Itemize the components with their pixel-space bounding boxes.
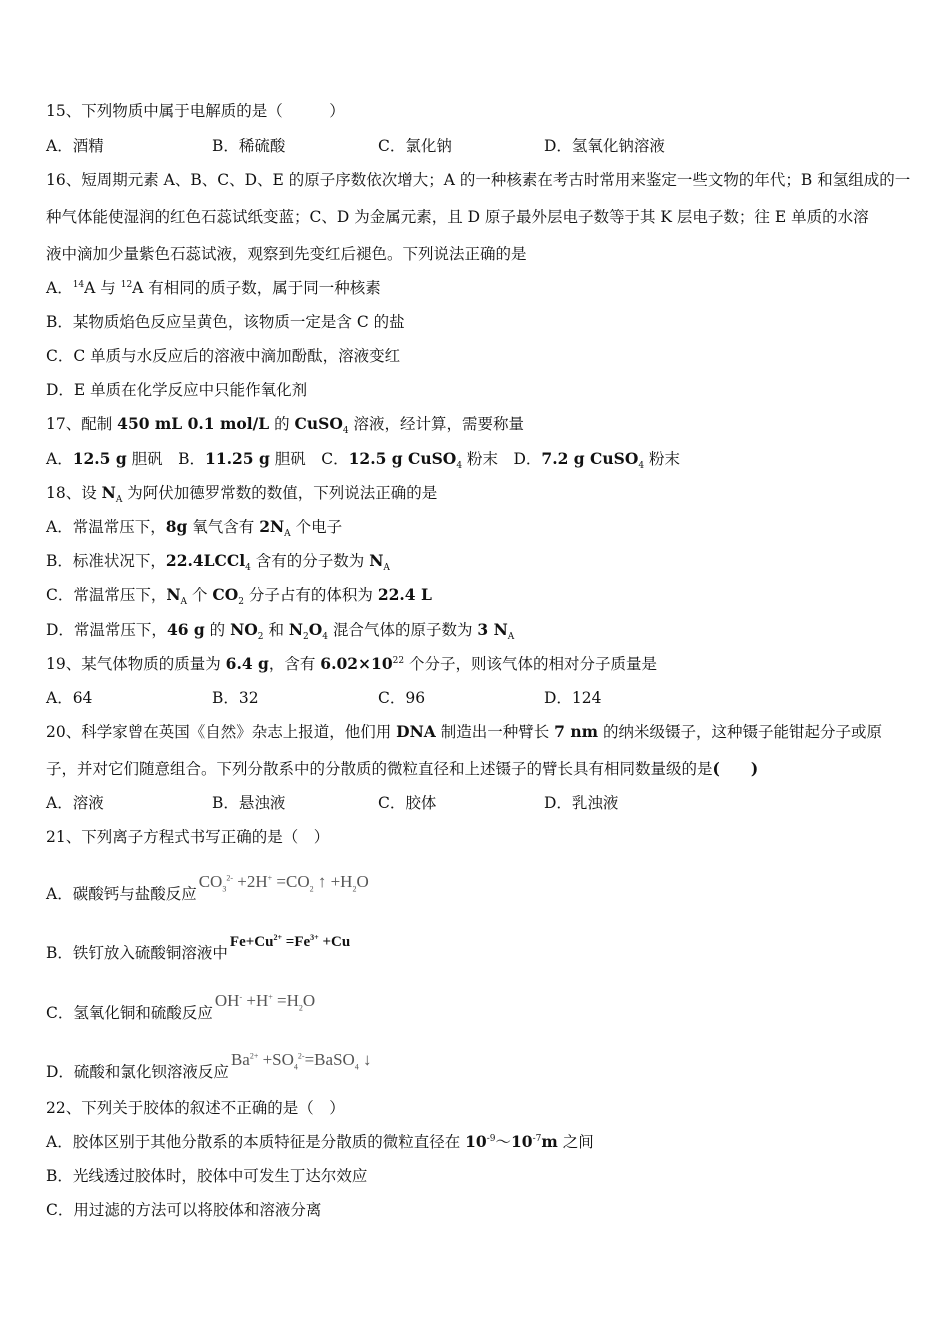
q16-stem-line3: 液中滴加少量紫色石蕊试液，观察到先变红后褪色。下列说法正确的是 bbox=[46, 245, 527, 263]
q20-option-c: C．胶体 bbox=[378, 794, 437, 812]
q21-option-c-equation: $OH^- +H^+ =H_2O$ bbox=[214, 991, 316, 1013]
q21-option-c: C．氢氧化铜和硫酸反应$OH^- +H^+ =H_2O$ bbox=[46, 991, 316, 1022]
q17-option-c: C．12.5 g CuSO$_4$ 粉末 bbox=[321, 449, 514, 472]
q20-option-b: B．悬浊液 bbox=[212, 794, 286, 812]
q21-stem: 21、下列离子方程式书写正确的是（ ） bbox=[46, 828, 330, 846]
q15-option-c: C．氯化钠 bbox=[378, 137, 452, 155]
q17-option-a: A．12.5 g 胆矾 bbox=[46, 449, 179, 468]
q20-options bbox=[46, 793, 710, 813]
q19-option-c: C．96 bbox=[378, 689, 426, 707]
q15-option-b: B．稀硫酸 bbox=[212, 137, 286, 155]
q18-option-b: B．标准状况下，22.4LCCl$_4$ 含有的分子数为 $N_A$ bbox=[46, 551, 390, 574]
q15-option-a: A．酒精 bbox=[46, 137, 104, 155]
q16-option-a: A．$^{14}$A 与 $^{12}$A 有相同的质子数，属于同一种核素 bbox=[46, 279, 381, 297]
q21-option-b: B．铁钉放入硫酸铜溶液中$Fe+Cu^{2+} =Fe^{3+} +Cu$ bbox=[46, 933, 351, 962]
q21-option-b-equation: $Fe+Cu^{2+} =Fe^{3+} +Cu$ bbox=[229, 933, 351, 950]
q20-stem-line1: 20、科学家曾在英国《自然》杂志上报道，他们用 DNA 制造出一种臂长 7 nm 的纳米级镊子，这种镊子能钳起分子或原 bbox=[46, 722, 882, 741]
q19-option-a: A．64 bbox=[46, 689, 93, 707]
q15-stem: 15、下列物质中属于电解质的是（ ） bbox=[46, 102, 345, 120]
q16-option-c: C．C 单质与水反应后的溶液中滴加酚酞，溶液变红 bbox=[46, 347, 401, 365]
q22-stem: 22、下列关于胶体的叙述不正确的是（ ） bbox=[46, 1099, 345, 1117]
q21-option-a: A．碳酸钙与盐酸反应$CO_3^{2-} +2H^+ =CO_2$ ↑ $+H_2O$ bbox=[46, 872, 369, 903]
q18-option-c: C．常温常压下，$N_A$ 个 $CO_2$ 分子占有的体积为 22.4 L bbox=[46, 585, 432, 608]
q18-option-d: D．常温常压下，46 g 的 $NO_2$ 和 $N_2O_4$ 混合气体的原子数为 3 $N_A$ bbox=[46, 620, 515, 643]
q19-option-b: B．32 bbox=[212, 689, 259, 707]
q20-option-d: D．乳浊液 bbox=[544, 794, 619, 812]
q19-options bbox=[46, 688, 710, 708]
q17-option-b: B．11.25 g 胆矾 bbox=[178, 449, 322, 468]
q16-option-d: D．E 单质在化学反应中只能作氧化剂 bbox=[46, 381, 308, 399]
q18-option-a: A．常温常压下，8g 氧气含有 $2N_A$ 个电子 bbox=[46, 517, 343, 540]
q17-option-d: D．7.2 g CuSO$_4$ 粉末 bbox=[513, 449, 680, 472]
q16-stem-line1: 16、短周期元素 A、B、C、D、E 的原子序数依次增大；A 的一种核素在考古时常用来鉴定一些文物的年代；B 和氢组成的一 bbox=[46, 171, 911, 189]
q15-option-d: D．氢氧化钠溶液 bbox=[544, 137, 665, 155]
q22-option-b: B．光线透过胶体时，胶体中可发生丁达尔效应 bbox=[46, 1167, 368, 1185]
q18-stem: 18、设 $N_A$ 为阿伏加德罗常数的数值，下列说法正确的是 bbox=[46, 483, 438, 506]
q17-stem: 17、配制 450 mL 0.1 mol/L 的 CuSO$_4$ 溶液，经计算，需要称量 bbox=[46, 414, 524, 437]
q16-stem-line2: 种气体能使湿润的红色石蕊试纸变蓝；C、D 为金属元素，且 D 原子最外层电子数等于其 K 层电子数；往 E 单质的水溶 bbox=[46, 208, 869, 226]
q19-option-d: D．124 bbox=[544, 689, 602, 707]
q22-option-c: C．用过滤的方法可以将胶体和溶液分离 bbox=[46, 1201, 322, 1219]
q15-options bbox=[46, 136, 710, 156]
q20-option-a: A．溶液 bbox=[46, 794, 104, 812]
q21-option-d-equation: $Ba^{2+}$ $+SO_4^{2-}=BaSO_4$ ↓ bbox=[230, 1050, 372, 1072]
q21-option-a-equation: $CO_3^{2-} +2H^+ =CO_2$ ↑ $+H_2O$ bbox=[198, 872, 369, 894]
q20-stem-line2: 子，并对它们随意组合。下列分散系中的分散质的微粒直径和上述镊子的臂长具有相同数量级的是( ) bbox=[46, 759, 759, 778]
q16-option-b: B．某物质焰色反应呈黄色，该物质一定是含 C 的盐 bbox=[46, 313, 405, 331]
q19-stem: 19、某气体物质的质量为 6.4 g，含有 $6.02\times 10^{22}$ 个分子，则该气体的相对分子质量是 bbox=[46, 654, 657, 673]
q22-option-a: A．胶体区别于其他分散系的本质特征是分散质的微粒直径在 $10^{-9}\sim 10^{-7}m$ 之间 bbox=[46, 1132, 594, 1151]
q17-options bbox=[46, 449, 680, 472]
q21-option-d: D．硫酸和氯化钡溶液反应$Ba^{2+}$ $+SO_4^{2-}=BaSO_4$ ↓ bbox=[46, 1050, 372, 1081]
